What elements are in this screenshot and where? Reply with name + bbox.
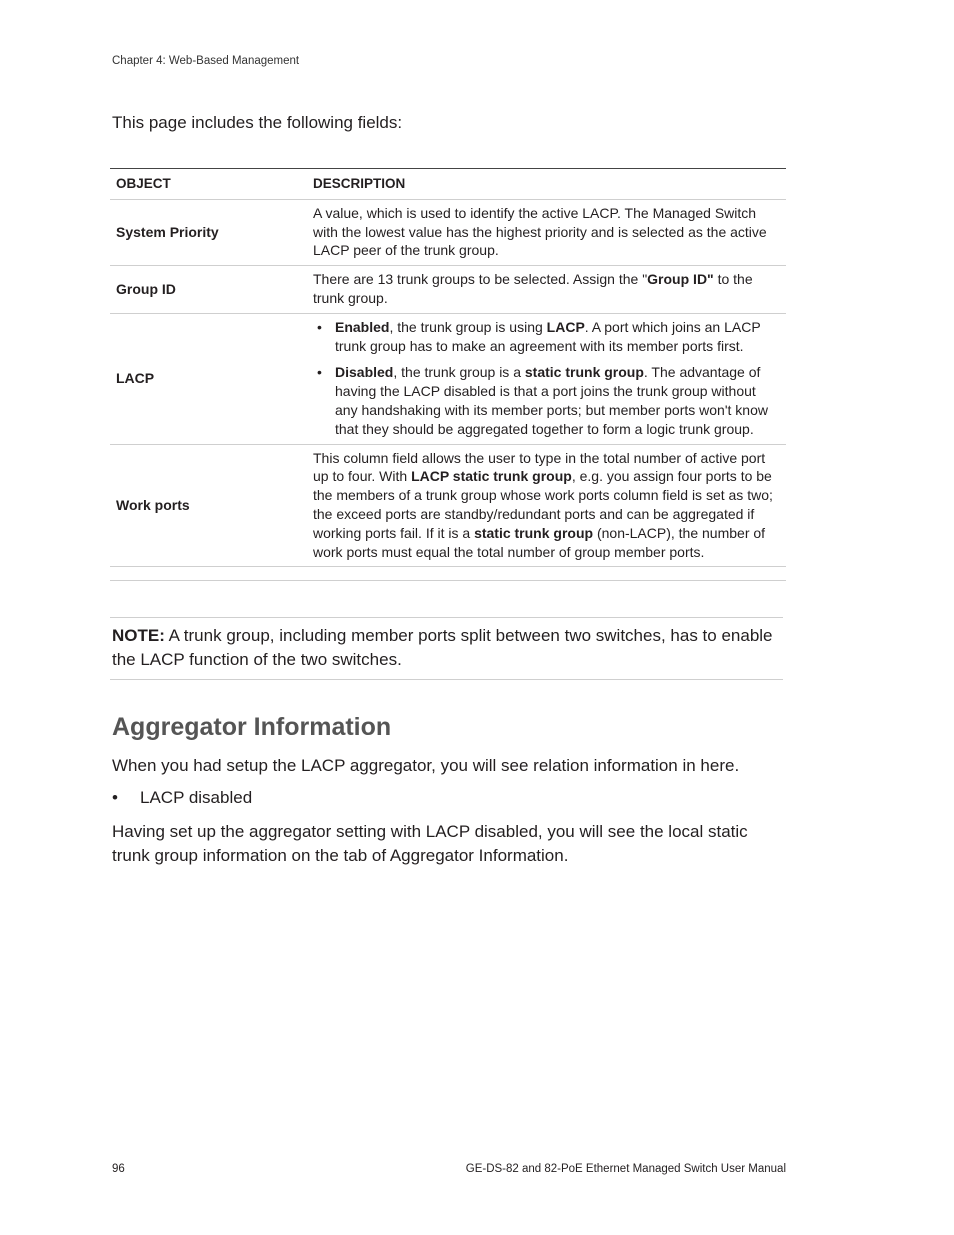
desc-bold-text: static trunk group bbox=[474, 524, 594, 541]
list-item bbox=[335, 363, 780, 438]
section-heading: Aggregator Information bbox=[112, 713, 392, 741]
intro-text: This page includes the following fields: bbox=[112, 113, 403, 132]
desc-text: This column field allows the user to type in the total number of active port up to four. With bbox=[313, 449, 766, 485]
object-cell: System Priority bbox=[110, 199, 307, 265]
table-row bbox=[110, 266, 786, 314]
lacp-options-list bbox=[313, 318, 780, 439]
desc-bold-text: LACP static trunk group bbox=[411, 468, 572, 485]
note-label: NOTE: bbox=[112, 626, 165, 645]
table-header-row bbox=[110, 169, 786, 200]
object-cell: Group ID bbox=[110, 266, 307, 314]
header-description: DESCRIPTION bbox=[307, 169, 786, 200]
object-cell: LACP bbox=[110, 313, 307, 444]
desc-text: , the trunk group is using bbox=[389, 318, 547, 335]
description-cell bbox=[307, 444, 786, 567]
description-cell: A value, which is used to identify the active LACP. The Managed Switch with the lowest value has the highest priority and is selected as the active LACP peer of the trunk group. bbox=[307, 199, 786, 265]
fields-table bbox=[110, 168, 786, 581]
note-box bbox=[110, 617, 783, 680]
desc-text: , e.g. you assign four ports to be the members of a trunk group whose work ports column field is set as two; the exceed ports are standby/redundant ports and can be aggregated if working ports fail. If it is a bbox=[313, 468, 773, 541]
desc-bold-text: static trunk group bbox=[524, 364, 644, 381]
desc-text: There are 13 trunk groups to be selected. Assign the " bbox=[313, 271, 648, 288]
list-item bbox=[335, 318, 780, 356]
object-cell: Work ports bbox=[110, 444, 307, 567]
description-cell bbox=[307, 313, 786, 444]
table-row bbox=[110, 199, 786, 265]
option-name: Disabled bbox=[335, 364, 394, 381]
desc-bold-text: LACP bbox=[546, 318, 585, 335]
table-spacer-row bbox=[110, 567, 786, 581]
table-row bbox=[110, 313, 786, 444]
spacer-cell bbox=[307, 567, 786, 581]
desc-bold-text: Group ID" bbox=[647, 271, 714, 288]
spacer-cell bbox=[110, 567, 307, 581]
page-number: 96 bbox=[112, 1163, 125, 1175]
desc-text: , the trunk group is a bbox=[393, 364, 525, 381]
desc-text: . A port which joins an LACP trunk group has to make an agreement with its member ports first. bbox=[335, 318, 761, 354]
desc-text: . The advantage of having the LACP disabled is that a port joins the trunk group without any handshaking with its member ports; but member ports won't know that they should be aggregated together to form a logic trunk group. bbox=[335, 364, 768, 437]
bullet-text: LACP disabled bbox=[140, 788, 253, 807]
desc-text: (non-LACP), the number of work ports must equal the total number of group member ports. bbox=[313, 524, 766, 560]
description-cell bbox=[307, 266, 786, 314]
manual-title: GE-DS-82 and 82-PoE Ethernet Managed Switch User Manual bbox=[465, 1163, 786, 1175]
header-object: OBJECT bbox=[110, 169, 307, 200]
running-head: Chapter 4: Web-Based Management bbox=[112, 55, 300, 67]
list-item bbox=[112, 788, 252, 808]
bullet-icon: • bbox=[112, 788, 118, 807]
option-name: Enabled bbox=[335, 318, 390, 335]
note-text: A trunk group, including member ports split between two switches, has to enable the LACP function of the two switches. bbox=[112, 626, 773, 669]
desc-text: to the trunk group. bbox=[313, 271, 753, 306]
table-row bbox=[110, 444, 786, 567]
section-intro: When you had setup the LACP aggregator, you will see relation information in here. bbox=[112, 756, 740, 775]
section-paragraph: Having set up the aggregator setting with LACP disabled, you will see the local static trunk group information on the tab of Aggregator Information. bbox=[112, 822, 748, 865]
